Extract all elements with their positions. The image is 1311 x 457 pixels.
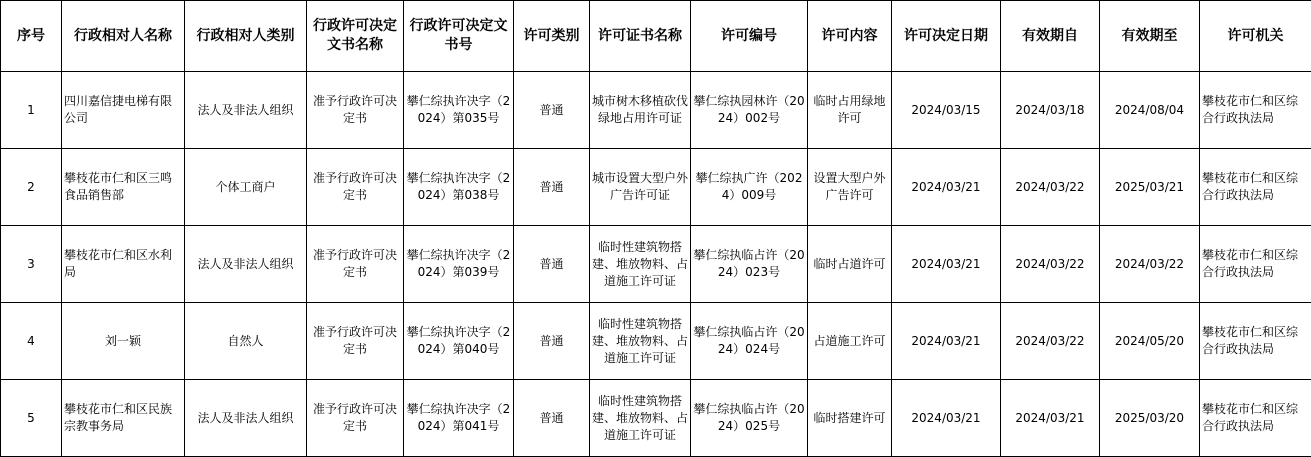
cell-permit-no: 攀仁综执广许（2024）009号 (691, 149, 808, 226)
table-row (1, 149, 1311, 226)
header-name: 行政相对人名称 (62, 1, 185, 72)
cell-cert-name: 临时性建筑物搭建、堆放物料、占道施工许可证 (590, 380, 691, 457)
cell-valid-from: 2024/03/21 (1001, 380, 1100, 457)
cell-doc-name: 准予行政许可决定书 (307, 226, 404, 303)
cell-category: 个体工商户 (185, 149, 307, 226)
cell-name: 攀枝花市仁和区水利局 (62, 226, 185, 303)
cell-cert-name: 临时性建筑物搭建、堆放物料、占道施工许可证 (590, 303, 691, 380)
cell-valid-from: 2024/03/22 (1001, 226, 1100, 303)
table-row (1, 72, 1311, 149)
cell-content: 占道施工许可 (808, 303, 892, 380)
header-permit-no: 许可编号 (691, 1, 808, 72)
header-content: 许可内容 (808, 1, 892, 72)
cell-seq: 5 (1, 380, 62, 457)
header-authority: 许可机关 (1200, 1, 1311, 72)
cell-decision-date: 2024/03/21 (892, 303, 1001, 380)
header-category: 行政相对人类别 (185, 1, 307, 72)
cell-authority: 攀枝花市仁和区综合行政执法局 (1200, 380, 1311, 457)
cell-authority: 攀枝花市仁和区综合行政执法局 (1200, 72, 1311, 149)
cell-doc-no: 攀仁综执许决字（2024）第038号 (404, 149, 514, 226)
table-row (1, 303, 1311, 380)
cell-content: 临时占道许可 (808, 226, 892, 303)
cell-valid-to: 2024/08/04 (1100, 72, 1200, 149)
cell-name: 四川嘉信捷电梯有限公司 (62, 72, 185, 149)
header-doc-no: 行政许可决定文书号 (404, 1, 514, 72)
cell-content: 临时占用绿地许可 (808, 72, 892, 149)
cell-category: 法人及非法人组织 (185, 72, 307, 149)
cell-doc-name: 准予行政许可决定书 (307, 149, 404, 226)
cell-permit-type: 普通 (514, 226, 590, 303)
header-seq: 序号 (1, 1, 62, 72)
cell-doc-name: 准予行政许可决定书 (307, 72, 404, 149)
cell-doc-no: 攀仁综执许决字（2024）第040号 (404, 303, 514, 380)
cell-authority: 攀枝花市仁和区综合行政执法局 (1200, 149, 1311, 226)
header-permit-type: 许可类别 (514, 1, 590, 72)
cell-name: 刘一颖 (62, 303, 185, 380)
cell-cert-name: 城市设置大型户外广告许可证 (590, 149, 691, 226)
cell-name: 攀枝花市仁和区民族宗教事务局 (62, 380, 185, 457)
cell-valid-from: 2024/03/22 (1001, 149, 1100, 226)
header-valid-to: 有效期至 (1100, 1, 1200, 72)
cell-category: 法人及非法人组织 (185, 380, 307, 457)
cell-decision-date: 2024/03/21 (892, 226, 1001, 303)
cell-seq: 1 (1, 72, 62, 149)
table-row (1, 226, 1311, 303)
cell-permit-type: 普通 (514, 303, 590, 380)
cell-name: 攀枝花市仁和区三鸣食品销售部 (62, 149, 185, 226)
cell-valid-to: 2024/03/22 (1100, 226, 1200, 303)
cell-content: 临时搭建许可 (808, 380, 892, 457)
header-valid-from: 有效期自 (1001, 1, 1100, 72)
cell-permit-type: 普通 (514, 72, 590, 149)
cell-doc-no: 攀仁综执许决字（2024）第039号 (404, 226, 514, 303)
cell-permit-no: 攀仁综执临占许（2024）024号 (691, 303, 808, 380)
cell-valid-to: 2025/03/20 (1100, 380, 1200, 457)
cell-doc-name: 准予行政许可决定书 (307, 303, 404, 380)
cell-category: 自然人 (185, 303, 307, 380)
cell-seq: 3 (1, 226, 62, 303)
cell-permit-no: 攀仁综执临占许（2024）025号 (691, 380, 808, 457)
cell-authority: 攀枝花市仁和区综合行政执法局 (1200, 226, 1311, 303)
header-cert-name: 许可证书名称 (590, 1, 691, 72)
cell-decision-date: 2024/03/15 (892, 72, 1001, 149)
table-row (1, 380, 1311, 457)
cell-valid-to: 2025/03/21 (1100, 149, 1200, 226)
header-decision-date: 许可决定日期 (892, 1, 1001, 72)
cell-authority: 攀枝花市仁和区综合行政执法局 (1200, 303, 1311, 380)
header-row (1, 1, 1311, 72)
cell-cert-name: 城市树木移植砍伐绿地占用许可证 (590, 72, 691, 149)
cell-doc-no: 攀仁综执许决字（2024）第041号 (404, 380, 514, 457)
cell-doc-no: 攀仁综执许决字（2024）第035号 (404, 72, 514, 149)
cell-permit-type: 普通 (514, 149, 590, 226)
cell-valid-from: 2024/03/18 (1001, 72, 1100, 149)
header-doc-name: 行政许可决定文书名称 (307, 1, 404, 72)
cell-valid-to: 2024/05/20 (1100, 303, 1200, 380)
cell-doc-name: 准予行政许可决定书 (307, 380, 404, 457)
cell-category: 法人及非法人组织 (185, 226, 307, 303)
cell-content: 设置大型户外广告许可 (808, 149, 892, 226)
cell-valid-from: 2024/03/22 (1001, 303, 1100, 380)
cell-permit-type: 普通 (514, 380, 590, 457)
cell-seq: 2 (1, 149, 62, 226)
cell-permit-no: 攀仁综执临占许（2024）023号 (691, 226, 808, 303)
cell-seq: 4 (1, 303, 62, 380)
cell-permit-no: 攀仁综执园林许（2024）002号 (691, 72, 808, 149)
cell-decision-date: 2024/03/21 (892, 149, 1001, 226)
cell-cert-name: 临时性建筑物搭建、堆放物料、占道施工许可证 (590, 226, 691, 303)
cell-decision-date: 2024/03/21 (892, 380, 1001, 457)
